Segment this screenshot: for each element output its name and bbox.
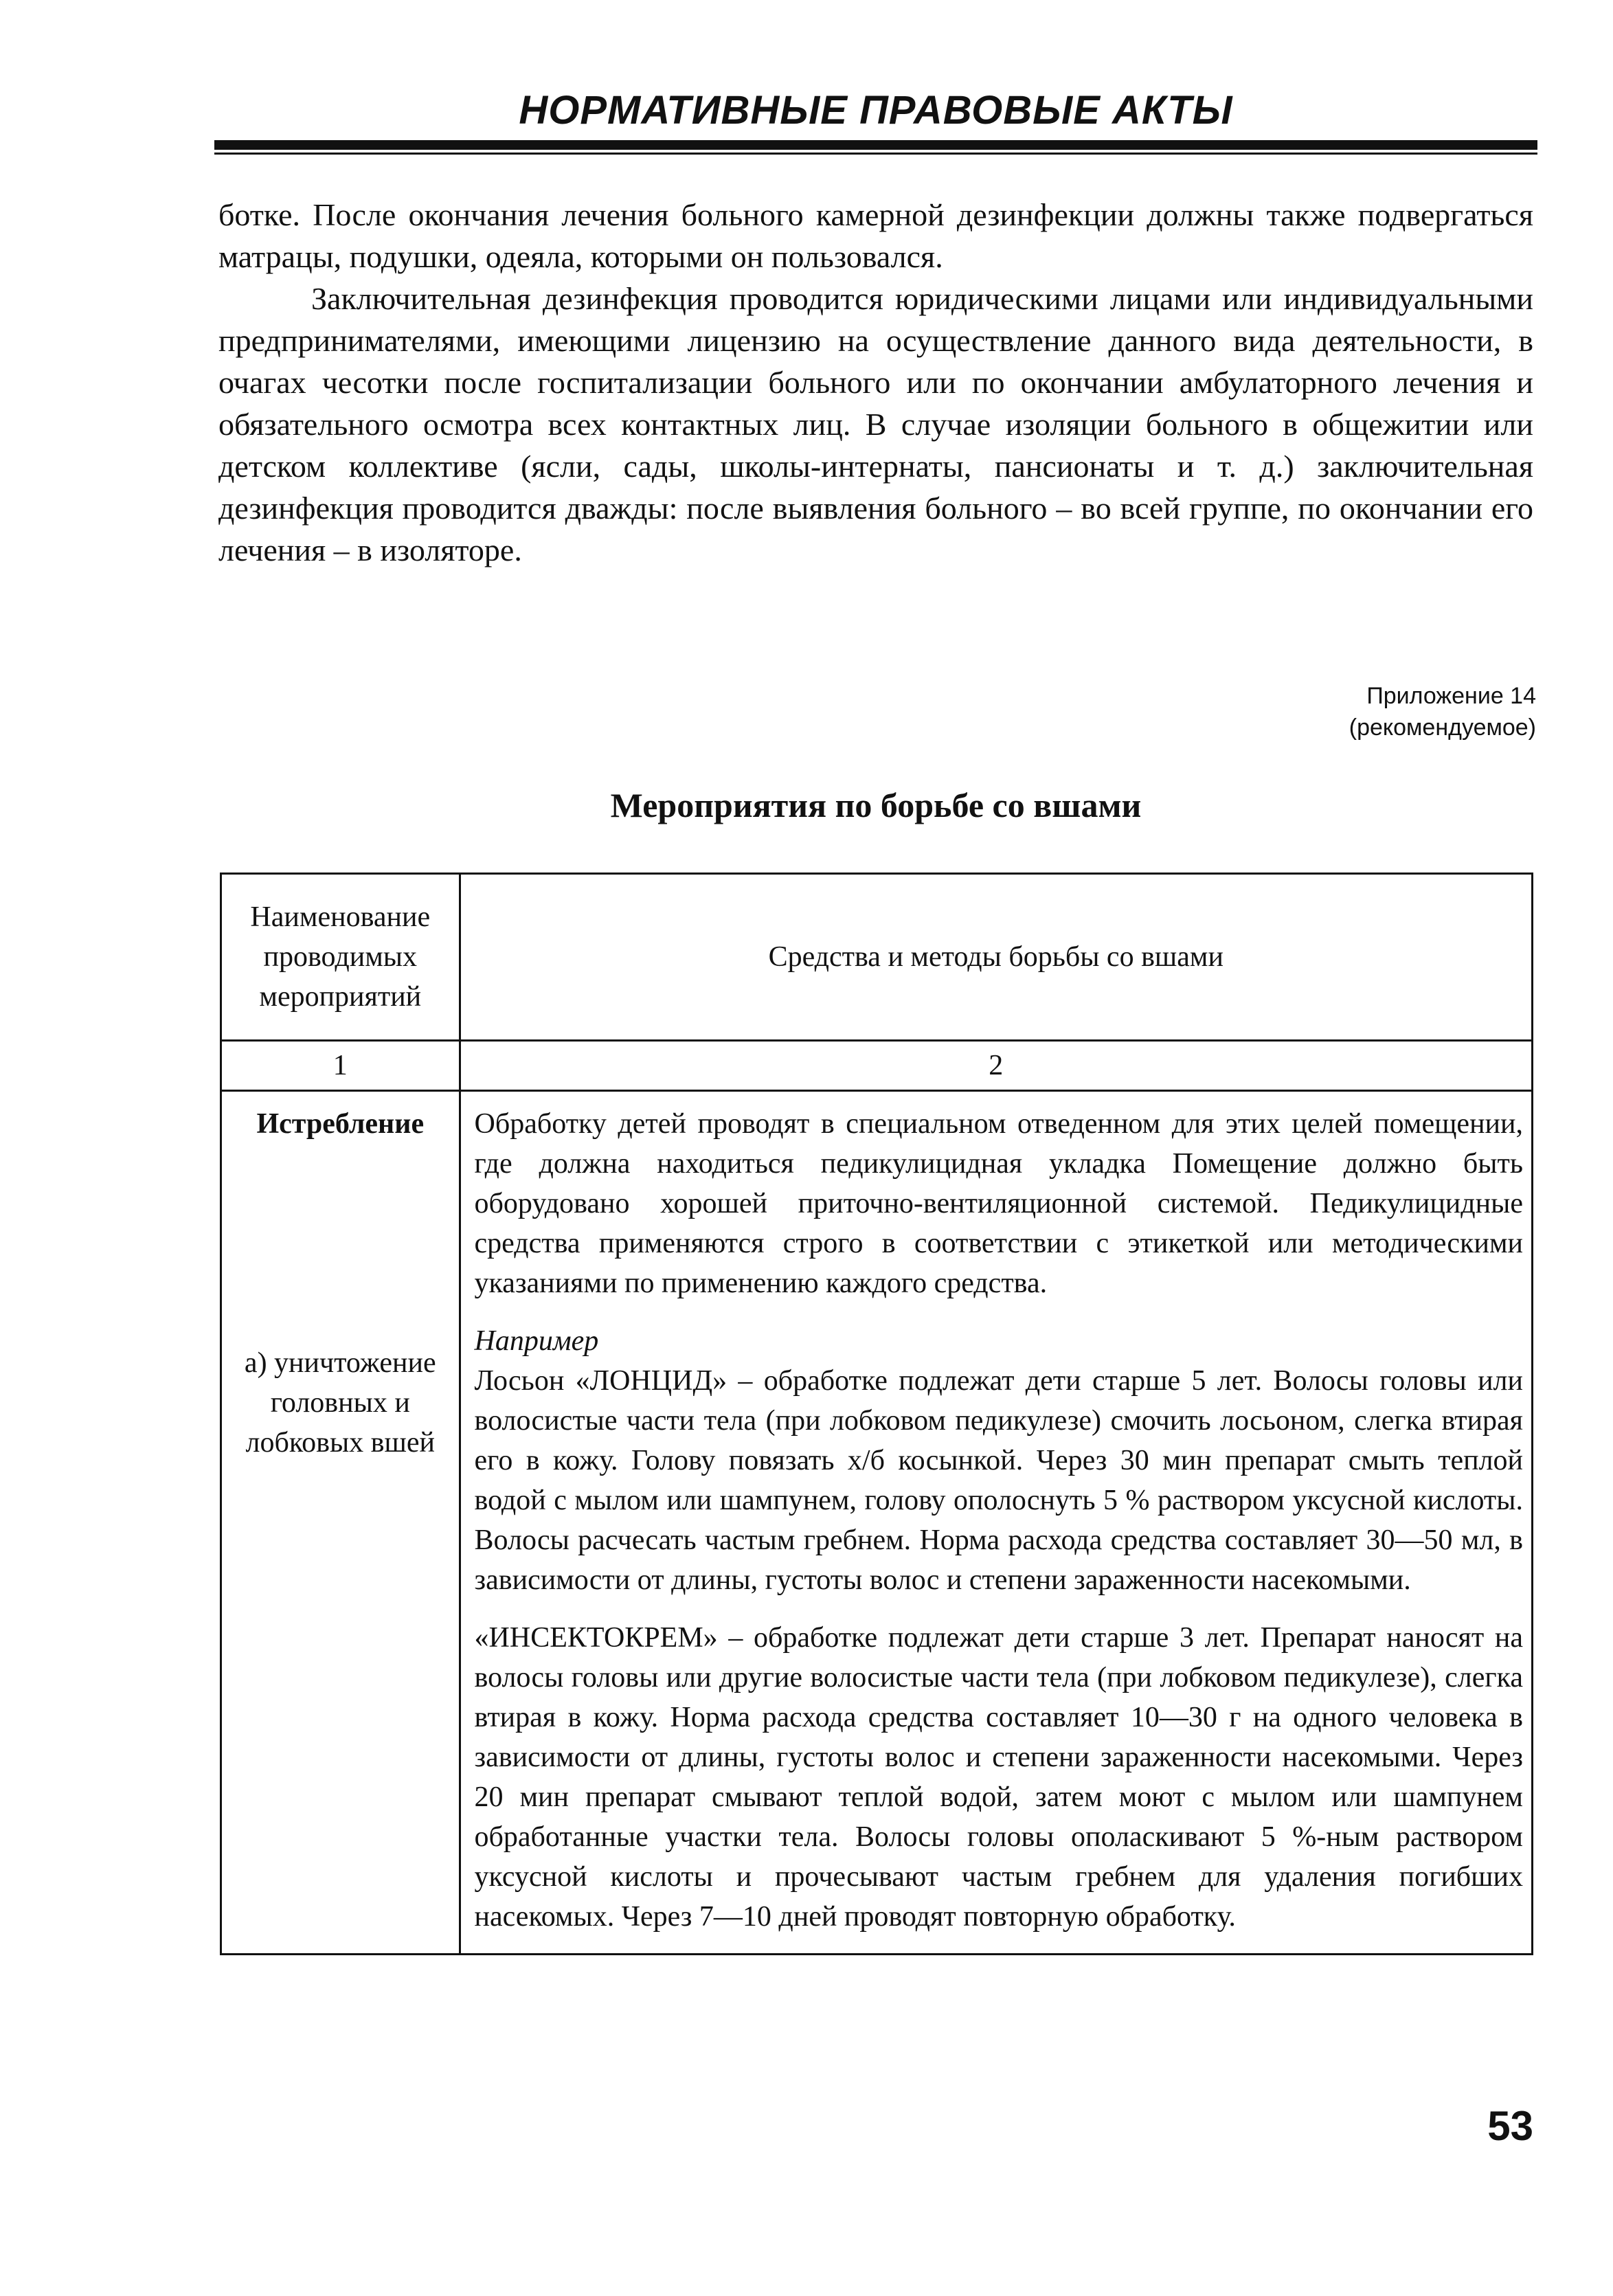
- methods-cell: [460, 1091, 1532, 1955]
- measure-name-cell: [221, 1091, 460, 1955]
- header-rule-thin: [214, 153, 1537, 155]
- running-title: НОРМАТИВНЫЕ ПРАВОВЫЕ АКТЫ: [519, 88, 1233, 133]
- table-header-row: [221, 874, 1533, 1041]
- page-number: 53: [1487, 2103, 1533, 2149]
- appendix-label: [1349, 680, 1536, 743]
- intro-paragraph-1: ботке. После окончания лечения больного камерной дезинфекции должны также подвергаться матрацы, подушки, одеяла, которыми он пользовался.: [218, 197, 1533, 274]
- example-label: Например: [474, 1325, 599, 1357]
- column-number-2: 2: [460, 1041, 1532, 1091]
- measures-table: [220, 873, 1533, 1955]
- appendix-number: Приложение 14: [1366, 683, 1536, 709]
- intro-text: [218, 194, 1533, 571]
- appendix-status: (рекомендуемое): [1349, 714, 1536, 741]
- methods-paragraph-insectocream: «ИНСЕКТОКРЕМ» – обработке подлежат дети старше 3 лет. Препарат наносят на волосы головы или другие волосистые части тела (при лобковом педикулезе), слегка втирая в кожу. Норма расхода средства составляет 10—30 г на одного человека в зависимости от длины, густоты волос и степени зараженности насекомыми. Через 20 мин препарат смывают теплой водой, затем моют с мылом или шампунем обработанные участки тела. Волосы головы ополаскивают 5 %-ным раствором уксусной кислоты и прочесывают частым гребнем для удаления погибших насекомых. Через 7—10 дней проводят повторную обработку.: [474, 1622, 1523, 1933]
- table-number-row: [221, 1041, 1533, 1091]
- intro-paragraph-2: Заключительная дезинфекция проводится юридическими лицами или индивидуальными предпринимателями, имеющими лицензию на осуществление данного вида деятельности, в очагах чесотки после госпитализации больного или по окончании амбулаторного лечения и обязательного осмотра всех контактных лиц. В случае изоляции больного в общежитии или детском коллективе (ясли, сады, школы-интернаты, пансионаты и т. д.) заключительная дезинфекция проводится дважды: после выявления больного – во всей группе, по окончании его лечения – в изоляторе.: [218, 281, 1533, 567]
- column-number-1: 1: [221, 1041, 460, 1091]
- header-label-measures: Наименование проводимых мероприятий: [250, 901, 431, 1013]
- methods-paragraph-1: Обработку детей проводят в специальном отведенном для этих целей помещении, где должна находиться педикулицидная укладка Помещение должно быть оборудовано хорошей приточно-вентиляционной системой. Педикулицидные средства применяются строго в соответствии с этикеткой или методическими указаниями по применению каждого средства.: [474, 1108, 1523, 1299]
- table-row: [221, 1091, 1533, 1955]
- methods-paragraph-lonzid: Лосьон «ЛОНЦИД» – обработке подлежат дети старше 5 лет. Волосы головы или волосистые части тела (при лобковом педикулезе) смочить лосьоном, слегка втирая его в кожу. Голову повязать х/б косынкой. Через 30 мин препарат смыть теплой водой с мылом или шампунем, голову ополоснуть 5 % раствором уксусной кислоты. Волосы расчесать частым гребнем. Норма расхода средства составляет 30—50 мл, в зависимости от длины, густоты волос и степени зараженности насекомыми.: [474, 1365, 1523, 1596]
- header-rule-thick: [214, 140, 1537, 150]
- measure-name-main: Истребление: [256, 1108, 425, 1140]
- measure-name-sub: а) уничтожение головных и лобковых вшей: [244, 1347, 436, 1459]
- table-title: Мероприятия по борьбе со вшами: [610, 786, 1142, 824]
- header-label-methods: Средства и методы борьбы со вшами: [768, 941, 1223, 973]
- header-cell-methods: [460, 874, 1532, 1041]
- header-cell-measures: [221, 874, 460, 1041]
